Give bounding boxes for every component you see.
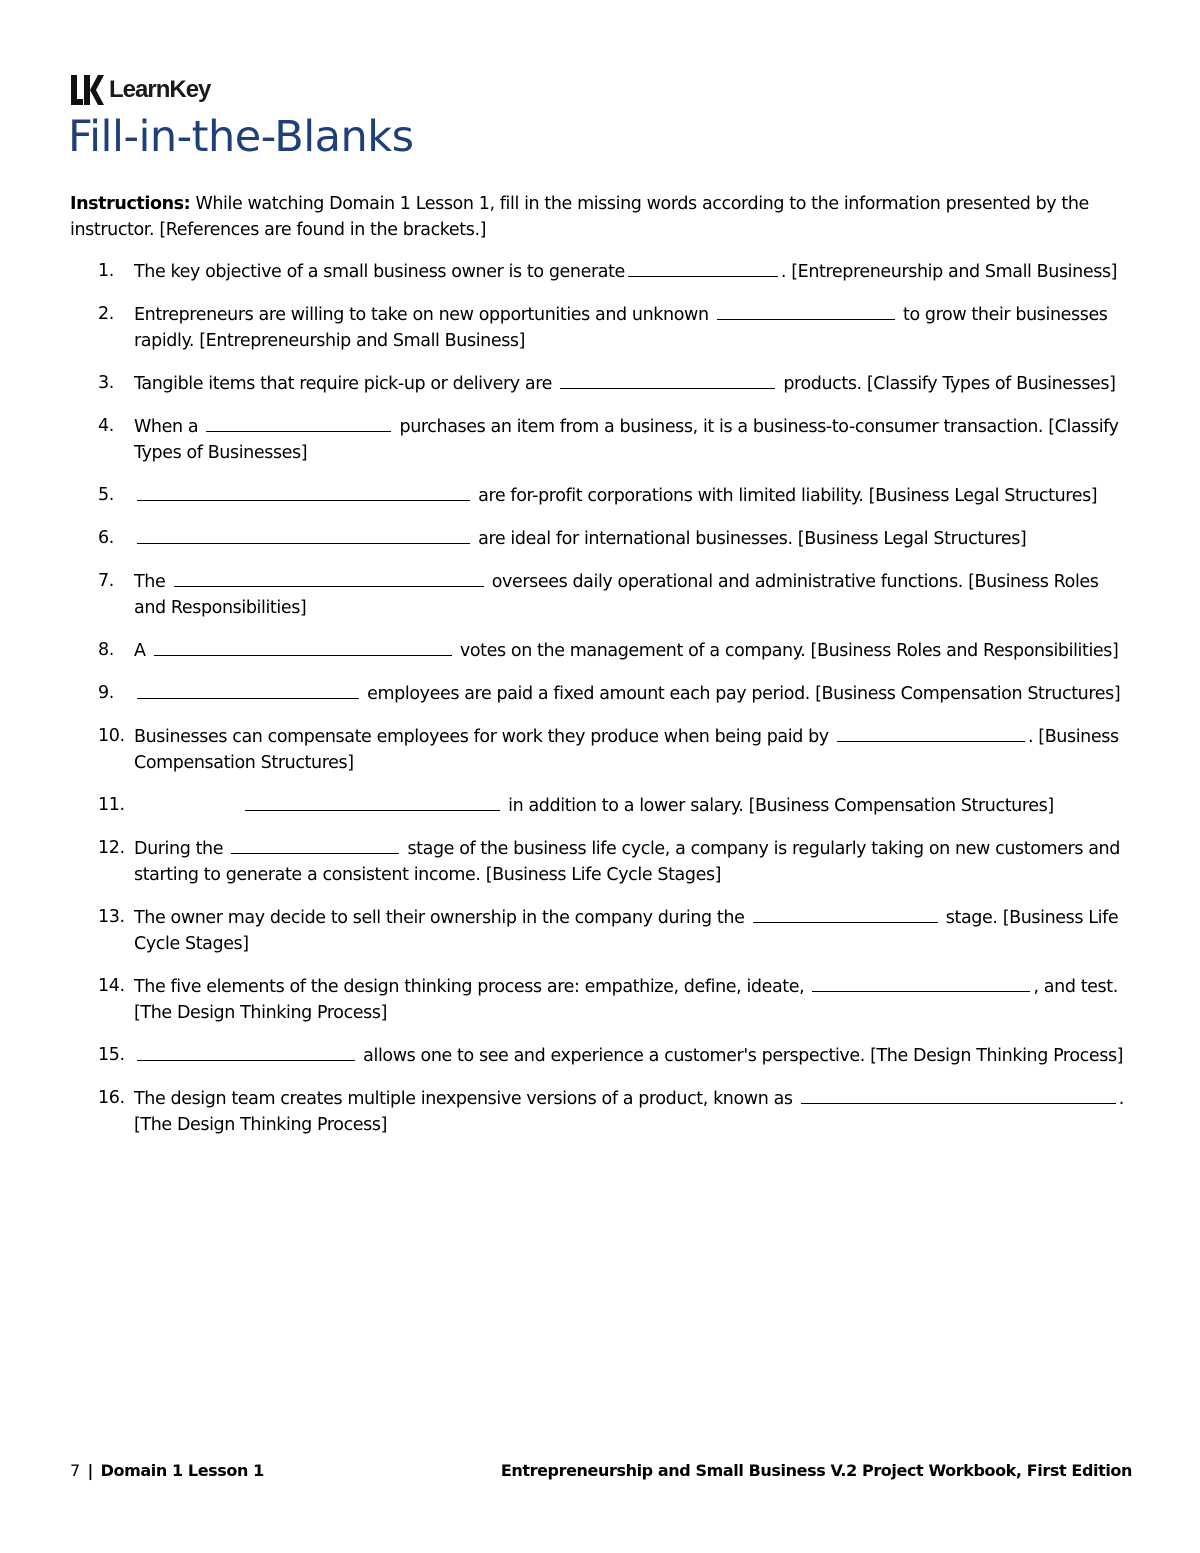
answer-blank[interactable] [812,973,1030,992]
footer-left [70,1461,264,1480]
instructions-label: Instructions: [70,194,191,214]
question-list [70,258,1132,1154]
answer-blank[interactable] [717,301,895,320]
answer-blank[interactable] [837,723,1025,742]
question-item [70,370,1132,397]
question-text-before: The key objective of a small business owner is to generate [134,262,625,282]
footer-separator: | [87,1461,93,1480]
question-item [70,792,1132,819]
question-item [70,1085,1132,1138]
logo-name: LearnKey [109,76,211,103]
answer-blank[interactable] [206,413,391,432]
question-number: 10. [98,726,125,746]
question-item [70,835,1132,888]
footer-section: Domain 1 Lesson 1 [100,1461,264,1480]
question-item [70,413,1132,466]
footer-book-title: Entrepreneurship and Small Business V.2 Project Workbook, First Edition [500,1461,1132,1480]
question-text-after: in addition to a lower salary. [Business Compensation Structures] [508,796,1054,816]
question-item [70,723,1132,776]
question-number: 8. [98,640,114,660]
answer-blank[interactable] [137,680,359,699]
question-text-after: allows one to see and experience a customer's perspective. [The Design Thinking Process] [363,1046,1124,1066]
question-text-before: A [134,641,146,661]
answer-blank[interactable] [137,482,470,501]
question-item [70,680,1132,707]
question-text-after: are for-profit corporations with limited liability. [Business Legal Structures] [478,486,1098,506]
question-text-before: The design team creates multiple inexpensive versions of a product, known as [134,1089,793,1109]
question-text-after: votes on the management of a company. [Business Roles and Responsibilities] [459,641,1119,661]
question-text-before: The five elements of the design thinking process are: empathize, define, ideate, [134,977,805,997]
question-text-after: stage of the business life cycle, a company is regularly taking on new customers and starting to generate a consistent income. [Business Life Cycle Stages] [134,839,1120,885]
question-item [70,568,1132,621]
answer-blank[interactable] [801,1085,1116,1104]
question-text-before: During the [134,839,224,859]
question-text-after: to grow their businesses rapidly. [Entrepreneurship and Small Business] [134,305,1108,351]
question-number: 14. [98,976,125,996]
question-number: 16. [98,1088,125,1108]
question-number: 11. [98,795,125,815]
question-text-after: oversees daily operational and administrative functions. [Business Roles and Responsibilities] [134,572,1099,618]
question-number: 15. [98,1045,125,1065]
question-text-after: . [Entrepreneurship and Small Business] [780,262,1118,282]
question-item [70,973,1132,1026]
learnkey-logo [70,72,210,108]
question-text-after: purchases an item from a business, it is a business-to-consumer transaction. [Classify Types of Businesses] [134,417,1119,463]
answer-blank[interactable] [154,637,452,656]
question-text-after: . [Business Compensation Structures] [134,727,1119,773]
question-text-before: Entrepreneurs are willing to take on new opportunities and unknown [134,305,709,325]
question-number: 13. [98,907,125,927]
question-number: 3. [98,373,114,393]
question-number: 5. [98,485,114,505]
answer-blank[interactable] [137,525,470,544]
page-title: Fill-in-the-Blanks [68,112,414,162]
question-number: 12. [98,838,125,858]
answer-blank[interactable] [137,1042,355,1061]
answer-blank[interactable] [628,258,778,277]
question-number: 6. [98,528,114,548]
question-text-after: . [The Design Thinking Process] [134,1089,1124,1135]
answer-blank[interactable] [753,904,938,923]
lk-logo-icon [70,73,104,107]
question-number: 2. [98,304,114,324]
question-text-before: When a [134,417,199,437]
page-number: 7 [70,1461,80,1480]
question-item [70,637,1132,664]
question-text-after: products. [Classify Types of Businesses] [783,374,1116,394]
question-text-after: stage. [Business Life Cycle Stages] [134,908,1119,954]
question-text-before: The owner may decide to sell their ownership in the company during the [134,908,745,928]
question-text-after: are ideal for international businesses. [Business Legal Structures] [478,529,1027,549]
question-text-before: The [134,572,166,592]
answer-blank[interactable] [245,792,500,811]
question-text-before: Tangible items that require pick-up or delivery are [134,374,552,394]
question-number: 1. [98,261,114,281]
question-text-after: , and test. [The Design Thinking Process] [134,977,1118,1023]
question-text-before: Businesses can compensate employees for work they produce when being paid by [134,727,829,747]
question-item [70,904,1132,957]
page-footer [70,1461,1132,1480]
answer-blank[interactable] [560,370,775,389]
answer-blank[interactable] [231,835,399,854]
question-item [70,301,1132,354]
instructions-text: While watching Domain 1 Lesson 1, fill in the missing words according to the information presented by the instructor. [References are found in the brackets.] [70,194,1089,240]
question-text-after: employees are paid a fixed amount each pay period. [Business Compensation Structures] [367,684,1121,704]
question-item [70,482,1132,509]
instructions [70,191,1132,243]
question-number: 9. [98,683,114,703]
question-item [70,1042,1132,1069]
answer-blank[interactable] [174,568,484,587]
question-number: 7. [98,571,114,591]
question-number: 4. [98,416,114,436]
question-item [70,258,1132,285]
question-item [70,525,1132,552]
